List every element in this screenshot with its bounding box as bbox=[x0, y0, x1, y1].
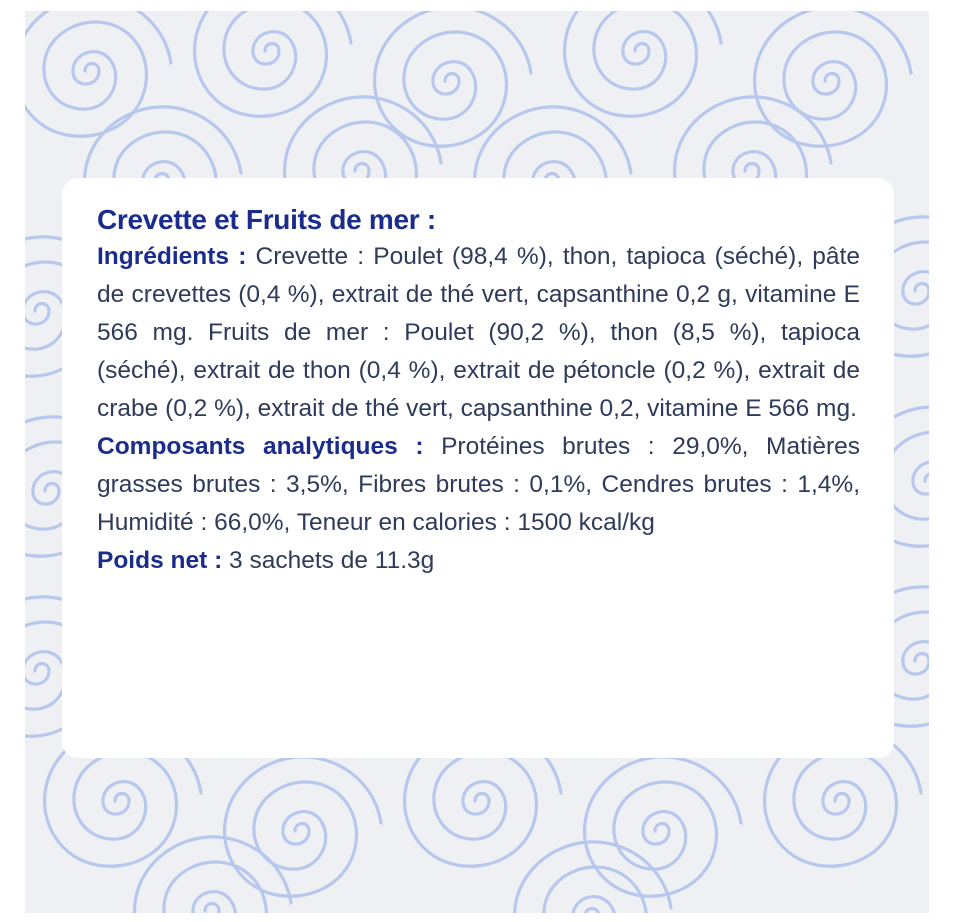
product-info-image bbox=[25, 11, 929, 913]
ingredients-section bbox=[97, 238, 860, 428]
product-title: Crevette et Fruits de mer : bbox=[97, 204, 436, 235]
net-weight-label: Poids net : bbox=[97, 547, 223, 574]
ingredients-label: Ingrédients : bbox=[97, 243, 247, 270]
net-weight-section bbox=[97, 542, 860, 580]
net-weight-text: 3 sachets de 11.3g bbox=[229, 547, 435, 574]
analytical-label: Composants analytiques : bbox=[97, 433, 424, 460]
analytical-section bbox=[97, 428, 860, 542]
info-card bbox=[62, 178, 894, 758]
ingredients-text: Crevette : Poulet (98,4 %), thon, tapioca (séché), pâte de crevettes (0,4 %), extrait de thé vert, capsanthine 0,2 g, vitamine E 566 mg. Fruits de mer : Poulet (90,2 %), thon (8,5 %), tapioca (séché), extrait de thon (0,4 %), extrait de pétoncle (0,2 %), extrait de crabe (0,2 %), extrait de thé vert, capsanthine 0,2, vitamine E 566 mg. bbox=[97, 243, 860, 422]
analytical-text: Protéines brutes : 29,0%, Matières grasses brutes : 3,5%, Fibres brutes : 0,1%, Cendres brutes : 1,4%, Humidité : 66,0%, Teneur en calories : 1500 kcal/kg bbox=[97, 433, 860, 536]
